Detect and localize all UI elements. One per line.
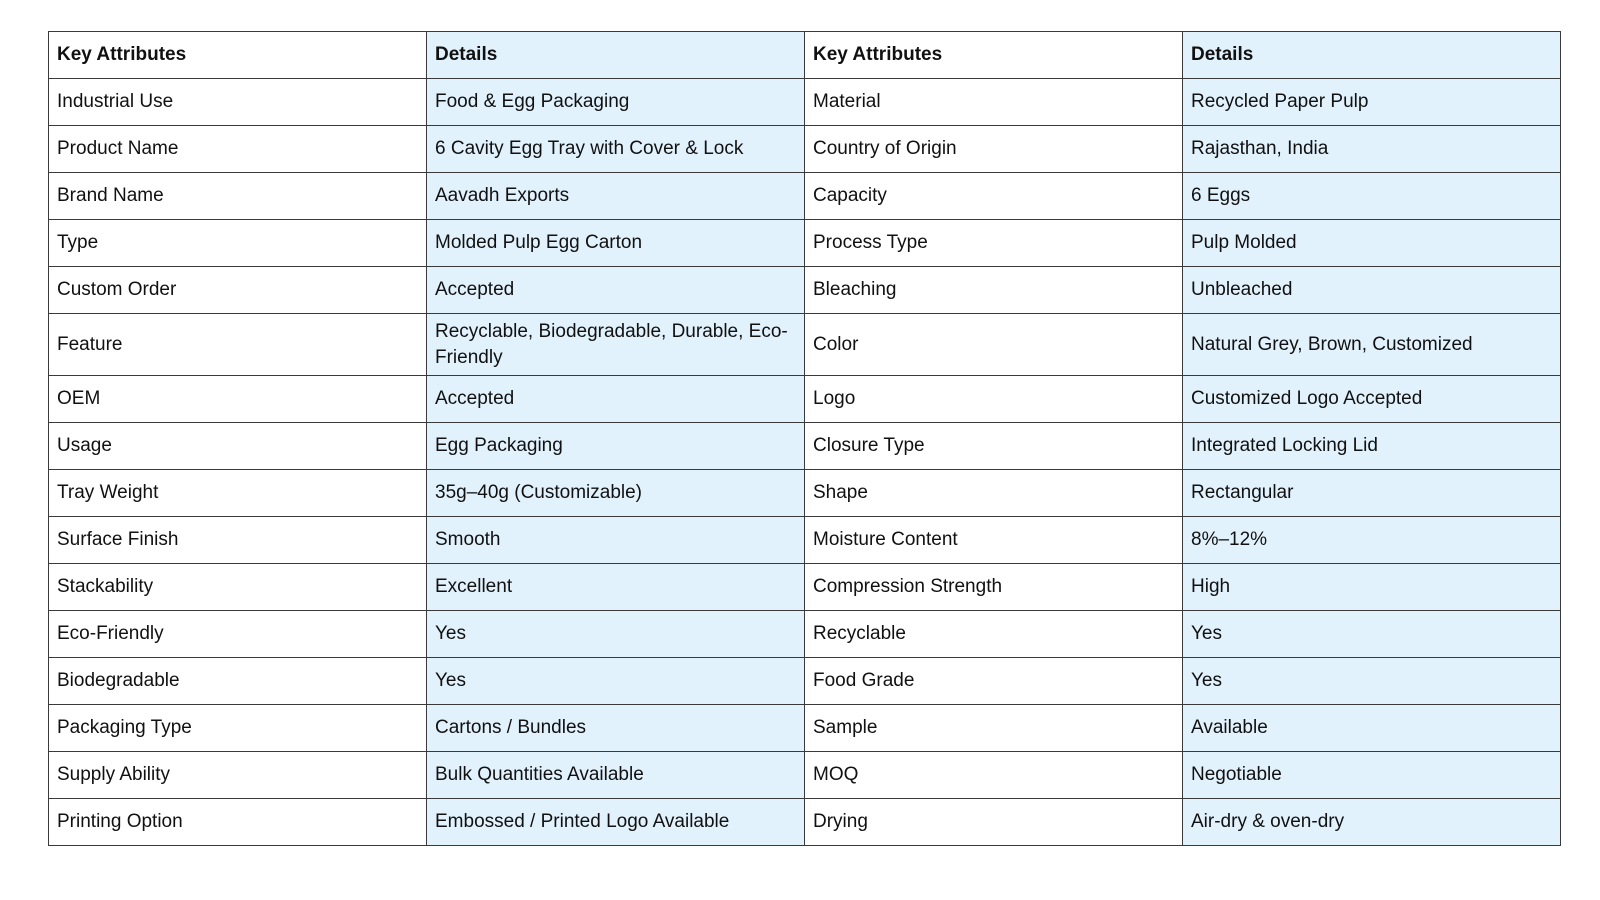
key-attribute-cell: Logo	[805, 376, 1183, 423]
detail-cell: Egg Packaging	[427, 423, 805, 470]
detail-cell: 35g–40g (Customizable)	[427, 470, 805, 517]
table-row	[49, 517, 1561, 564]
detail-cell: Unbleached	[1183, 267, 1561, 314]
key-attribute-cell: OEM	[49, 376, 427, 423]
detail-cell: 8%–12%	[1183, 517, 1561, 564]
detail-cell: Excellent	[427, 564, 805, 611]
key-attribute-cell: Material	[805, 79, 1183, 126]
table-row	[49, 705, 1561, 752]
detail-cell: Pulp Molded	[1183, 220, 1561, 267]
key-attribute-cell: Supply Ability	[49, 752, 427, 799]
table-row	[49, 799, 1561, 846]
key-attribute-cell: Usage	[49, 423, 427, 470]
detail-cell: High	[1183, 564, 1561, 611]
detail-cell: 6 Eggs	[1183, 173, 1561, 220]
key-attribute-cell: Recyclable	[805, 611, 1183, 658]
key-attribute-cell: Industrial Use	[49, 79, 427, 126]
table-row	[49, 267, 1561, 314]
attributes-table-container	[48, 31, 1560, 846]
detail-cell: Yes	[1183, 658, 1561, 705]
table-row	[49, 126, 1561, 173]
header-key-attributes-right: Key Attributes	[805, 32, 1183, 79]
detail-cell: Aavadh Exports	[427, 173, 805, 220]
detail-cell: Rectangular	[1183, 470, 1561, 517]
key-attribute-cell: Moisture Content	[805, 517, 1183, 564]
key-attribute-cell: Biodegradable	[49, 658, 427, 705]
table-row	[49, 79, 1561, 126]
detail-cell: Recycled Paper Pulp	[1183, 79, 1561, 126]
detail-cell: Customized Logo Accepted	[1183, 376, 1561, 423]
table-row	[49, 376, 1561, 423]
detail-cell: Yes	[427, 611, 805, 658]
key-attribute-cell: Printing Option	[49, 799, 427, 846]
detail-cell: Accepted	[427, 267, 805, 314]
key-attribute-cell: Type	[49, 220, 427, 267]
key-attribute-cell: Color	[805, 314, 1183, 376]
detail-cell: Recyclable, Biodegradable, Durable, Eco-Friendly	[427, 314, 805, 376]
key-attribute-cell: Stackability	[49, 564, 427, 611]
key-attribute-cell: MOQ	[805, 752, 1183, 799]
key-attribute-cell: Custom Order	[49, 267, 427, 314]
key-attribute-cell: Packaging Type	[49, 705, 427, 752]
table-row	[49, 658, 1561, 705]
table-row	[49, 470, 1561, 517]
key-attribute-cell: Food Grade	[805, 658, 1183, 705]
attributes-table	[48, 31, 1561, 846]
key-attribute-cell: Product Name	[49, 126, 427, 173]
detail-cell: Molded Pulp Egg Carton	[427, 220, 805, 267]
detail-cell: Accepted	[427, 376, 805, 423]
detail-cell: Yes	[1183, 611, 1561, 658]
header-details-right: Details	[1183, 32, 1561, 79]
key-attribute-cell: Compression Strength	[805, 564, 1183, 611]
key-attribute-cell: Eco-Friendly	[49, 611, 427, 658]
detail-cell: Integrated Locking Lid	[1183, 423, 1561, 470]
detail-cell: Available	[1183, 705, 1561, 752]
detail-cell: Negotiable	[1183, 752, 1561, 799]
detail-cell: Air-dry & oven-dry	[1183, 799, 1561, 846]
table-row	[49, 564, 1561, 611]
table-row	[49, 752, 1561, 799]
key-attribute-cell: Brand Name	[49, 173, 427, 220]
header-details-left: Details	[427, 32, 805, 79]
table-row	[49, 220, 1561, 267]
detail-cell: Natural Grey, Brown, Customized	[1183, 314, 1561, 376]
table-body	[49, 79, 1561, 846]
key-attribute-cell: Shape	[805, 470, 1183, 517]
key-attribute-cell: Feature	[49, 314, 427, 376]
detail-cell: Yes	[427, 658, 805, 705]
key-attribute-cell: Process Type	[805, 220, 1183, 267]
table-header-row	[49, 32, 1561, 79]
detail-cell: Food & Egg Packaging	[427, 79, 805, 126]
key-attribute-cell: Tray Weight	[49, 470, 427, 517]
table-row	[49, 173, 1561, 220]
key-attribute-cell: Bleaching	[805, 267, 1183, 314]
detail-cell: Cartons / Bundles	[427, 705, 805, 752]
detail-cell: Rajasthan, India	[1183, 126, 1561, 173]
table-row	[49, 611, 1561, 658]
table-row	[49, 314, 1561, 376]
detail-cell: Smooth	[427, 517, 805, 564]
header-key-attributes-left: Key Attributes	[49, 32, 427, 79]
key-attribute-cell: Capacity	[805, 173, 1183, 220]
key-attribute-cell: Drying	[805, 799, 1183, 846]
key-attribute-cell: Surface Finish	[49, 517, 427, 564]
detail-cell: Embossed / Printed Logo Available	[427, 799, 805, 846]
key-attribute-cell: Country of Origin	[805, 126, 1183, 173]
key-attribute-cell: Sample	[805, 705, 1183, 752]
table-row	[49, 423, 1561, 470]
detail-cell: Bulk Quantities Available	[427, 752, 805, 799]
key-attribute-cell: Closure Type	[805, 423, 1183, 470]
detail-cell: 6 Cavity Egg Tray with Cover & Lock	[427, 126, 805, 173]
